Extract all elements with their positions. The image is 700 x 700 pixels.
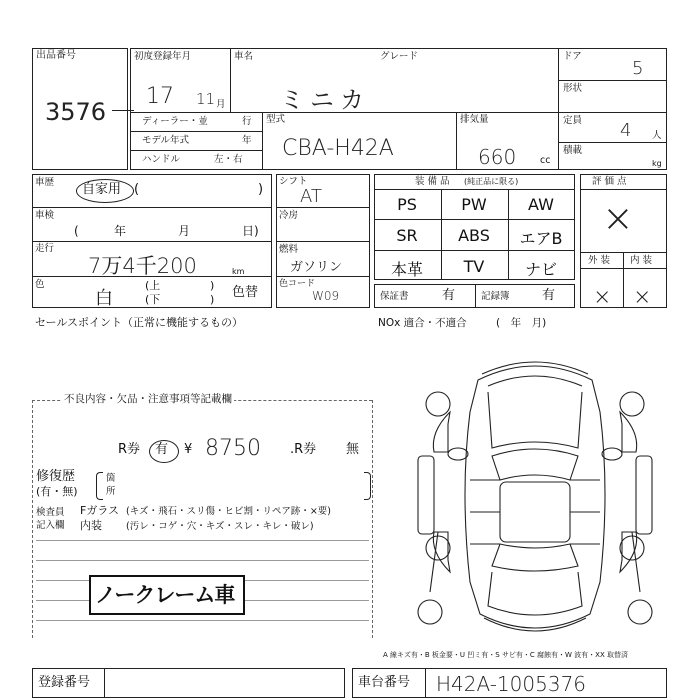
divider [508, 189, 509, 280]
divider [374, 219, 575, 220]
model-year-unit: 年 [242, 135, 252, 146]
recycle-status-2: 無 [346, 442, 360, 457]
lot-label: 出品番号 [36, 50, 76, 61]
score-value: × [602, 196, 634, 240]
exterior-value: × [593, 285, 612, 310]
warranty-label: 保証書 [380, 291, 409, 302]
nox-date: ( 年 月) [496, 317, 547, 329]
damage-legend: A 線キズ有・B 板金要・U 凹ミ有・S サビ有・C 腐蝕有・W 波有・XX 取替済 [383, 651, 628, 659]
mileage-value: 7万4千200 [88, 254, 197, 278]
divider [32, 241, 272, 242]
sales-point-label: セールスポイント（正常に機能するもの） [35, 316, 244, 329]
divider [32, 207, 272, 208]
shaken-label: 車検 [35, 210, 55, 221]
equipment-sr: SR [396, 226, 418, 245]
note-line [36, 560, 369, 561]
interior-inspect-note: (汚レ・コゲ・穴・キズ・スレ・キレ・破レ) [126, 521, 314, 532]
equipment-title: 装 備 品 [415, 176, 450, 187]
capacity-unit: 人 [652, 130, 662, 141]
door-label: ドア [563, 51, 582, 62]
divider [374, 189, 575, 190]
color-value: 白 [95, 288, 113, 309]
history-label: 車歴 [35, 177, 55, 188]
registration-month-unit: 月 [216, 99, 226, 110]
divider [262, 112, 263, 170]
car-name: ミニカ [280, 86, 370, 114]
repair-label: 修復歴 [36, 469, 76, 484]
capacity-value: 4 [620, 120, 632, 141]
repair-place-1: 箇 [106, 473, 116, 484]
registration-year: 17 [146, 84, 174, 109]
color-upper-close: ) [210, 279, 215, 292]
recycle-yen: ¥ [184, 442, 193, 457]
record-label: 記録簿 [481, 291, 510, 302]
door-value: 5 [632, 58, 644, 79]
divider [623, 252, 624, 308]
divider [130, 131, 262, 132]
capacity-label: 定員 [563, 115, 583, 126]
car-diagram [400, 352, 670, 642]
equipment-tv: TV [463, 257, 485, 276]
defects-left-border [32, 400, 33, 638]
color-lower: (下 [145, 293, 161, 306]
mileage-unit: km [232, 267, 245, 276]
recycle-r-label: R券 [118, 442, 141, 457]
inspector-label-2: 記入欄 [36, 520, 65, 531]
divider [374, 250, 575, 251]
repair-bracket [96, 472, 103, 500]
displacement-value: 660 [478, 145, 517, 169]
record-value: 有 [542, 288, 556, 303]
repair-sub: (有・無) [36, 485, 78, 498]
model-type-label: 型式 [266, 114, 286, 125]
registration-month: 11 [196, 90, 216, 108]
load-unit: kg [652, 159, 662, 168]
mileage-label: 走行 [35, 243, 55, 254]
equipment-leather: 本革 [390, 260, 423, 279]
shaken-year-unit: 年 [114, 224, 127, 238]
note-line [36, 540, 369, 541]
equipment-aw: AW [528, 195, 554, 214]
shaken-open: ( [74, 224, 79, 238]
color-code-label: 色コード [279, 279, 316, 289]
divider [425, 668, 426, 698]
color-code-value: W09 [312, 289, 340, 303]
load-label: 積載 [563, 145, 583, 156]
dealer-label: ディーラー・並 [142, 116, 208, 127]
divider [276, 241, 370, 242]
handle-label: ハンドル [142, 154, 181, 165]
history-paren-open: ( [134, 182, 140, 197]
interior-value: × [633, 285, 652, 310]
divider [558, 142, 667, 143]
divider [104, 668, 105, 698]
glass-label: Fガラス [80, 504, 119, 517]
divider [441, 189, 442, 280]
shift-value: AT [300, 186, 322, 207]
registration-number-label: 登録番号 [38, 675, 91, 690]
shift-label: シフト [279, 176, 308, 187]
divider [580, 189, 667, 190]
chassis-value: H42A-1005376 [436, 672, 587, 696]
interior-label: 内 装 [630, 255, 653, 266]
divider [230, 48, 231, 112]
shaken-day-unit: 日) [242, 224, 259, 238]
recycle-amount: 8750 [205, 436, 261, 461]
equipment-airbag: エアB [519, 229, 563, 248]
glass-note: (キズ・飛石・スリ傷・ヒビ割・リペア跡・×要) [126, 506, 331, 517]
model-type-value: CBA-H42A [282, 136, 394, 161]
interior-inspect-label: 内装 [80, 519, 102, 532]
color-change-label: 色替 [232, 285, 259, 300]
divider [456, 112, 457, 170]
shape-label: 形状 [563, 83, 583, 94]
color-label: 色 [35, 279, 45, 290]
chassis-label: 車台番号 [358, 675, 411, 690]
recycle-r-label-2: .R券 [290, 442, 317, 457]
car-name-label: 車名 [234, 51, 254, 62]
equipment-ps: PS [397, 195, 417, 214]
registration-label: 初度登録年月 [134, 51, 192, 62]
vehicle-info-box [130, 48, 667, 170]
repair-bracket-right [364, 472, 371, 500]
aircon-label: 冷房 [279, 210, 299, 221]
lot-number: 3576 [45, 98, 107, 126]
divider [130, 150, 262, 151]
defects-title: 不良内容・欠品・注意事項等記載欄 [64, 393, 232, 405]
score-label: 評 価 点 [592, 176, 627, 187]
note-line [36, 620, 369, 621]
nox-label: NOx 適合・不適合 [378, 317, 467, 329]
equipment-pw: PW [461, 195, 487, 214]
model-year-label: モデル年式 [142, 135, 190, 146]
color-upper: (上 [145, 279, 161, 292]
divider [276, 276, 370, 277]
equipment-abs: ABS [458, 226, 490, 245]
color-lower-close: ) [210, 293, 215, 306]
recycle-status: 有 [155, 442, 169, 457]
displacement-unit: cc [540, 155, 551, 166]
history-value: 自家用 [82, 182, 122, 197]
equipment-navi: ナビ [524, 260, 557, 279]
displacement-label: 排気量 [460, 114, 489, 125]
shaken-month-unit: 月 [178, 224, 191, 238]
equipment-note: (純正品に限る) [464, 177, 519, 186]
warranty-value: 有 [442, 288, 456, 303]
fuel-value: ガソリン [290, 260, 343, 275]
handle-options: 左・右 [214, 154, 243, 165]
defects-right-border [372, 400, 373, 638]
divider [475, 284, 476, 308]
divider [558, 48, 559, 170]
dealer-suffix: 行 [242, 116, 252, 127]
divider [558, 112, 667, 113]
exterior-label: 外 装 [588, 255, 611, 266]
divider [276, 207, 370, 208]
divider [558, 80, 667, 81]
inspector-label-1: 検査員 [36, 507, 65, 518]
fuel-label: 燃料 [279, 244, 299, 255]
repair-place-2: 所 [106, 486, 116, 497]
no-claim-stamp-text: ノークレーム車 [95, 583, 235, 607]
history-paren-close: ) [258, 182, 264, 197]
grade-label: グレード [380, 51, 419, 62]
